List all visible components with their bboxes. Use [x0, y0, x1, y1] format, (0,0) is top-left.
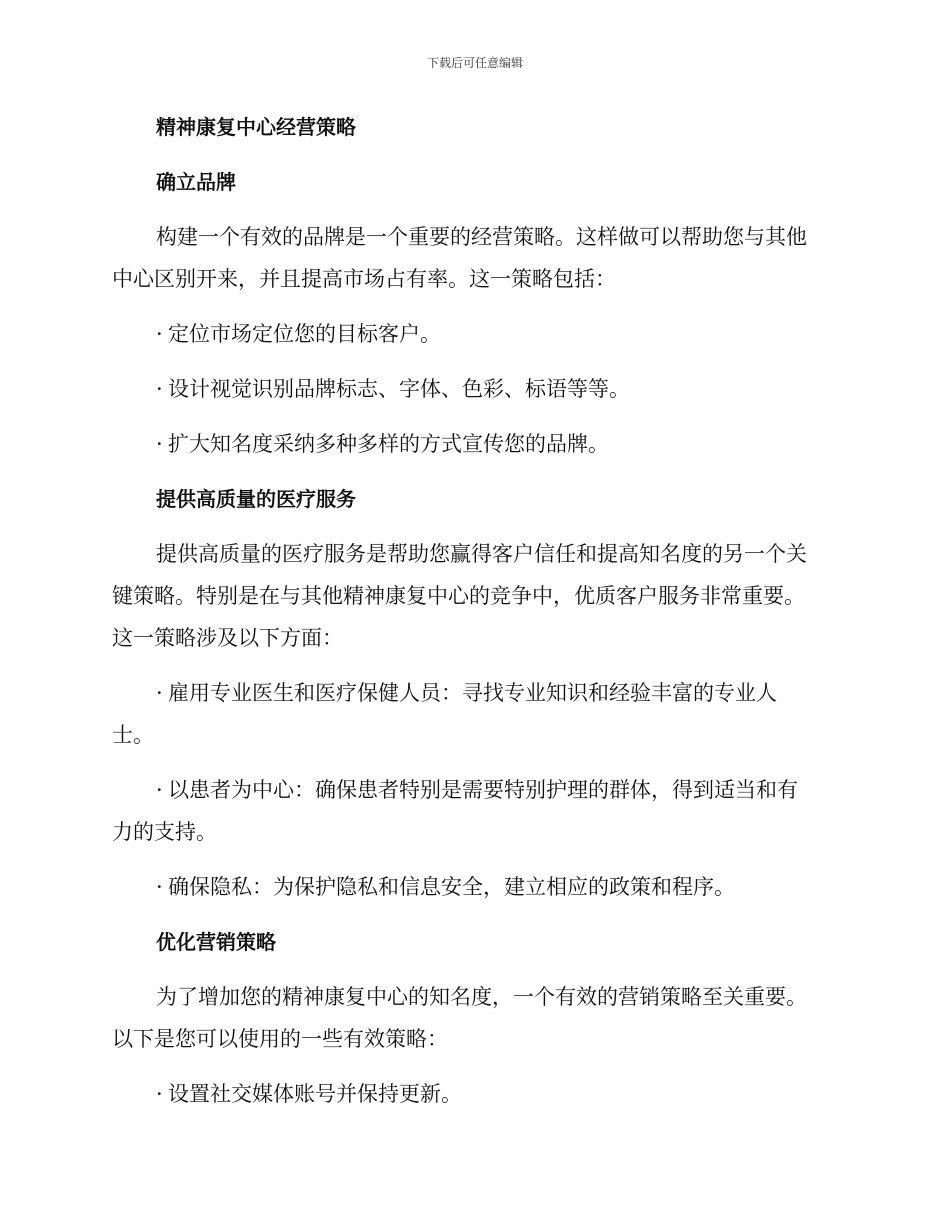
bullet-text: 以患者为中心：确保患者特别是需要特别护理的群体，得到适当和有: [168, 778, 798, 802]
bullet-continuation: 士。: [112, 723, 154, 747]
bullet-dot: ·: [156, 875, 163, 899]
paragraph-line: 提供高质量的医疗服务是帮助您赢得客户信任和提高知名度的另一个关: [156, 542, 807, 566]
section-heading-medical-service: 提供高质量的医疗服务: [156, 487, 356, 511]
bullet-item: [112, 423, 834, 465]
section-heading-brand: 确立品牌: [156, 170, 236, 194]
bullet-dot: ·: [156, 778, 163, 802]
paragraph-line: 构建一个有效的品牌是一个重要的经营策略。这样做可以帮助您与其他: [156, 225, 807, 249]
bullet-text: 雇用专业医生和医疗保健人员：寻找专业知识和经验丰富的专业人: [168, 681, 777, 705]
bullet-text: 设计视觉识别品牌标志、字体、色彩、标语等等。: [168, 377, 630, 401]
bullet-text: 扩大知名度采纳多种多样的方式宣传您的品牌。: [168, 432, 609, 456]
paragraph-line: 以下是您可以使用的一些有效策略：: [112, 1027, 448, 1051]
bullet-text: 确保隐私：为保护隐私和信息安全，建立相应的政策和程序。: [168, 875, 735, 899]
header-note: 下载后可任意编辑: [426, 56, 523, 70]
paragraph-line: 这一策略涉及以下方面：: [112, 626, 343, 650]
bullet-item: [112, 866, 834, 908]
document-title: 精神康复中心经营策略: [156, 115, 356, 139]
paragraph-line: 为了增加您的精神康复中心的知名度，一个有效的营销策略至关重要。: [156, 985, 807, 1009]
bullet-text: 定位市场定位您的目标客户。: [168, 322, 441, 346]
bullet-item: [112, 368, 834, 410]
bullet-dot: ·: [156, 1082, 163, 1106]
bullet-continuation: 力的支持。: [112, 820, 217, 844]
paragraph-line: 中心区别开来，并且提高市场占有率。这一策略包括：: [112, 267, 616, 291]
paragraph-line: 键策略。特别是在与其他精神康复中心的竞争中，优质客户服务非常重要。: [112, 584, 805, 608]
bullet-item: [112, 1073, 834, 1115]
bullet-item: [112, 672, 834, 714]
bullet-item: [112, 313, 834, 355]
bullet-text: 设置社交媒体账号并保持更新。: [168, 1082, 462, 1106]
bullet-dot: ·: [156, 681, 163, 705]
bullet-dot: ·: [156, 432, 163, 456]
section-heading-marketing: 优化营销策略: [156, 930, 276, 954]
bullet-item: [112, 769, 834, 811]
bullet-dot: ·: [156, 322, 163, 346]
bullet-dot: ·: [156, 377, 163, 401]
